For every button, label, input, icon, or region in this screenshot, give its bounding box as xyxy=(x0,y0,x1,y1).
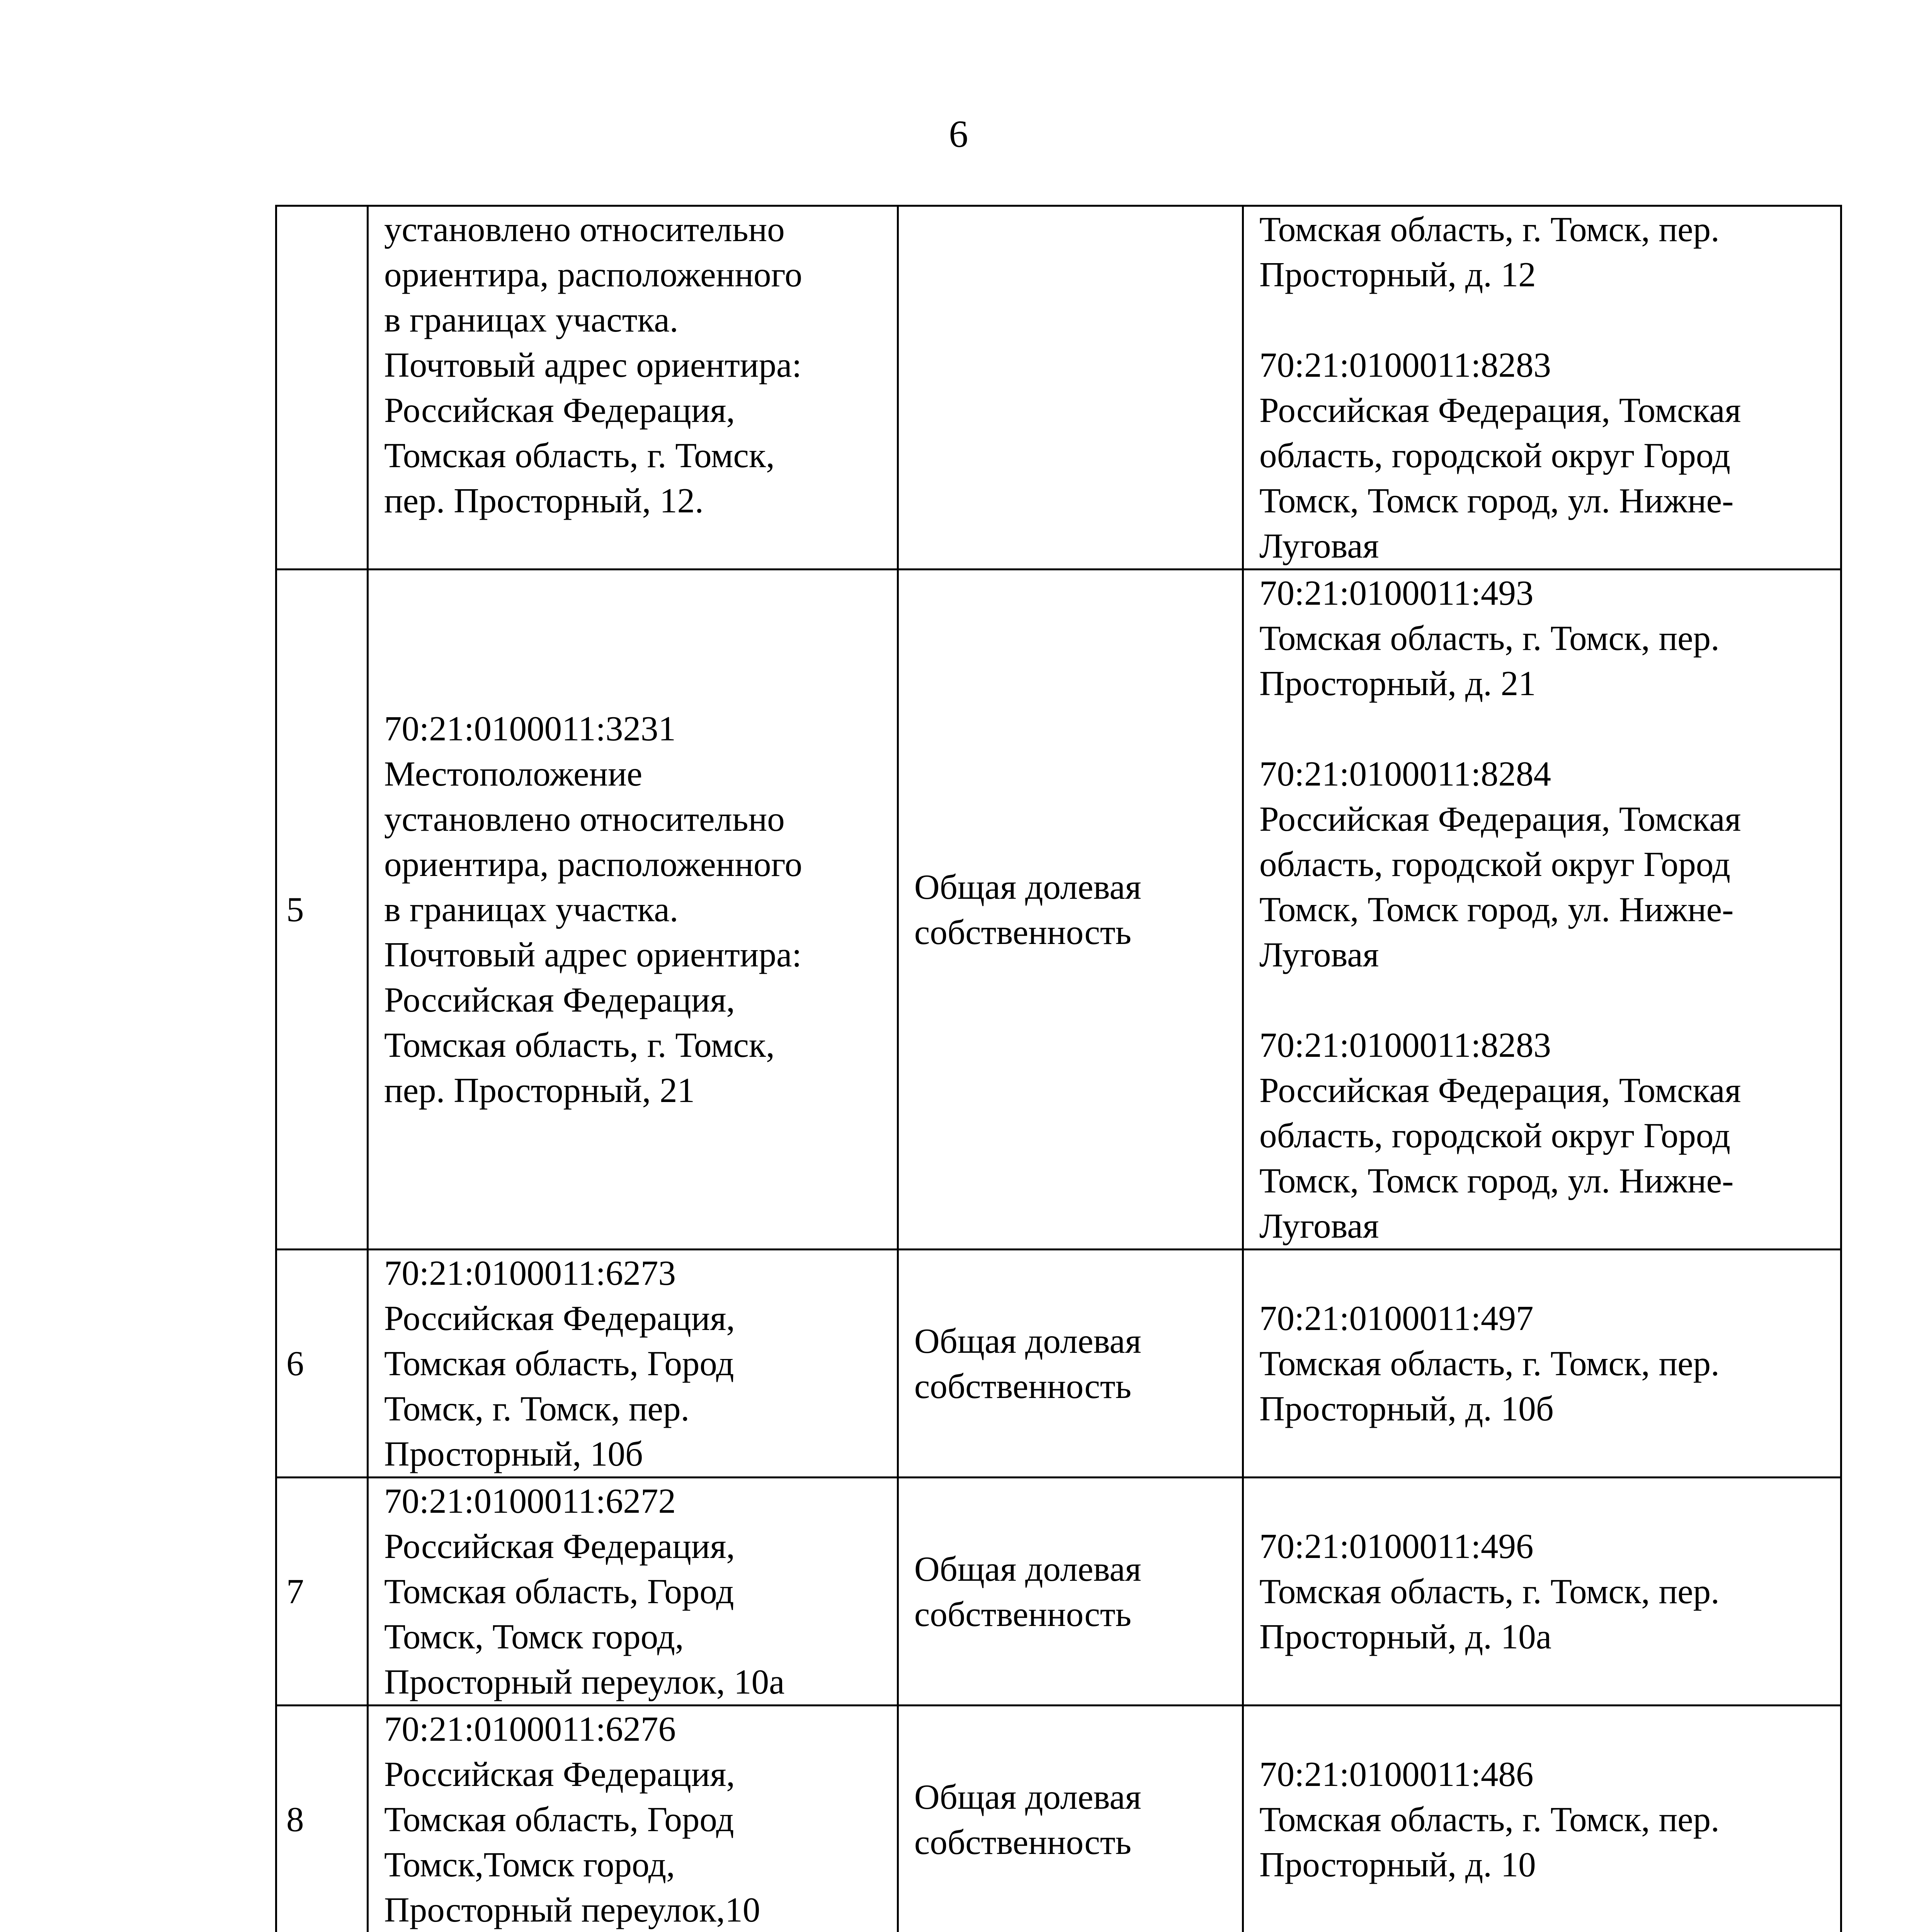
object-address-line: Луговая xyxy=(1259,935,1379,974)
property-table xyxy=(275,205,1842,1932)
parcel-line: установлено относительно xyxy=(384,799,785,838)
object-address-line: Томская область, г. Томск, пер. xyxy=(1259,210,1720,249)
page-number: 6 xyxy=(949,112,968,155)
object-entry xyxy=(1259,751,1825,977)
parcel-line: 70:21:0100011:3231 xyxy=(384,709,676,748)
object-entry xyxy=(1259,207,1825,297)
objects-cell xyxy=(1243,206,1841,570)
object-address-line: Томск, Томск город, ул. Нижне- xyxy=(1259,890,1734,929)
objects-cell xyxy=(1243,570,1841,1250)
ownership-line: Общая долевая xyxy=(914,1549,1141,1588)
row-number-cell xyxy=(276,206,368,570)
object-address-line: Луговая xyxy=(1259,1206,1379,1245)
parcel-line: Томская область, Город xyxy=(384,1800,734,1839)
parcel-cell xyxy=(368,1250,898,1478)
object-address-line: область, городской округ Город xyxy=(1259,1116,1731,1155)
table-row xyxy=(276,1706,1841,1932)
object-address-line: Томская область, г. Томск, пер. xyxy=(1259,619,1720,658)
object-address-line: Томск, Томск город, ул. Нижне- xyxy=(1259,481,1734,520)
parcel-line: пер. Просторный, 21 xyxy=(384,1071,695,1110)
row-number: 6 xyxy=(286,1344,304,1383)
parcel-line: Российская Федерация, xyxy=(384,1299,735,1338)
object-address-line: Российская Федерация, Томская xyxy=(1259,1071,1741,1110)
ownership-line: собственность xyxy=(914,912,1131,952)
parcel-line: Просторный, 10б xyxy=(384,1434,643,1473)
parcel-cell xyxy=(368,206,898,570)
row-number: 7 xyxy=(286,1572,304,1611)
ownership-cell xyxy=(898,1478,1243,1706)
ownership-line: собственность xyxy=(914,1594,1131,1634)
object-address-line: Томская область, г. Томск, пер. xyxy=(1259,1800,1720,1839)
row-number: 5 xyxy=(286,890,304,929)
ownership-line: собственность xyxy=(914,1366,1131,1406)
row-number: 8 xyxy=(286,1800,304,1839)
table-row xyxy=(276,206,1841,570)
parcel-line: Томская область, Город xyxy=(384,1344,734,1383)
parcel-line: Томск, г. Томск, пер. xyxy=(384,1389,690,1428)
parcel-line: в границах участка. xyxy=(384,300,679,339)
object-address-line: Просторный, д. 10б xyxy=(1259,1389,1554,1428)
object-address-line: область, городской округ Город xyxy=(1259,845,1731,884)
cadastral-number: 70:21:0100011:8283 xyxy=(1259,345,1551,384)
parcel-line: пер. Просторный, 12. xyxy=(384,481,704,520)
object-separator xyxy=(1259,297,1825,342)
ownership-line: собственность xyxy=(914,1822,1131,1862)
row-number-cell xyxy=(276,1706,368,1932)
ownership-line: Общая долевая xyxy=(914,867,1141,906)
ownership-cell xyxy=(898,206,1243,570)
parcel-line: Почтовый адрес ориентира: xyxy=(384,935,802,974)
parcel-line: 70:21:0100011:6273 xyxy=(384,1253,676,1293)
object-address-line: Просторный, д. 10а xyxy=(1259,1617,1552,1656)
object-address-line: Томск, Томск город, ул. Нижне- xyxy=(1259,1161,1734,1200)
ownership-line: Общая долевая xyxy=(914,1321,1141,1361)
parcel-line: ориентира, расположенного xyxy=(384,845,803,884)
objects-cell xyxy=(1243,1478,1841,1706)
parcel-line: Местоположение xyxy=(384,754,643,793)
ownership-line: Общая долевая xyxy=(914,1777,1141,1816)
parcel-line: 70:21:0100011:6272 xyxy=(384,1481,676,1520)
object-address-line: область, городской округ Город xyxy=(1259,436,1731,475)
parcel-cell xyxy=(368,1478,898,1706)
cadastral-number: 70:21:0100011:497 xyxy=(1259,1299,1534,1338)
parcel-line: Просторный переулок,10 xyxy=(384,1890,760,1929)
parcel-line: Томская область, г. Томск, xyxy=(384,1026,775,1065)
table-body xyxy=(276,206,1841,1932)
object-address-line: Российская Федерация, Томская xyxy=(1259,799,1741,838)
object-address-line: Просторный, д. 12 xyxy=(1259,255,1536,294)
objects-cell xyxy=(1243,1250,1841,1478)
parcel-line: Томская область, г. Томск, xyxy=(384,436,775,475)
parcel-line: Томск,Томск город, xyxy=(384,1845,675,1884)
cadastral-number: 70:21:0100011:486 xyxy=(1259,1755,1534,1794)
object-entry xyxy=(1259,1524,1825,1659)
parcel-line: в границах участка. xyxy=(384,890,679,929)
objects-cell xyxy=(1243,1706,1841,1932)
object-entry xyxy=(1259,1022,1825,1248)
parcel-line: установлено относительно xyxy=(384,210,785,249)
cadastral-number: 70:21:0100011:8284 xyxy=(1259,754,1551,793)
object-address-line: Просторный, д. 21 xyxy=(1259,664,1536,703)
cadastral-number: 70:21:0100011:493 xyxy=(1259,573,1534,612)
table-row xyxy=(276,1478,1841,1706)
parcel-line: Просторный переулок, 10а xyxy=(384,1662,785,1701)
parcel-line: Томск, Томск город, xyxy=(384,1617,684,1656)
object-address-line: Просторный, д. 10 xyxy=(1259,1845,1536,1884)
row-number-cell xyxy=(276,1478,368,1706)
object-entry xyxy=(1259,342,1825,568)
object-entry xyxy=(1259,1752,1825,1887)
row-number-cell xyxy=(276,1250,368,1478)
parcel-line: Российская Федерация, xyxy=(384,980,735,1019)
object-address-line: Томская область, г. Томск, пер. xyxy=(1259,1344,1720,1383)
parcel-line: Томская область, Город xyxy=(384,1572,734,1611)
object-address-line: Российская Федерация, Томская xyxy=(1259,391,1741,430)
object-address-line: Томская область, г. Томск, пер. xyxy=(1259,1572,1720,1611)
parcel-line: Российская Федерация, xyxy=(384,1527,735,1566)
object-separator xyxy=(1259,977,1825,1022)
object-entry xyxy=(1259,570,1825,706)
table-row xyxy=(276,570,1841,1250)
row-number-cell xyxy=(276,570,368,1250)
parcel-line: ориентира, расположенного xyxy=(384,255,803,294)
parcel-line: 70:21:0100011:6276 xyxy=(384,1709,676,1748)
parcel-line: Российская Федерация, xyxy=(384,391,735,430)
parcel-line: Почтовый адрес ориентира: xyxy=(384,345,802,384)
ownership-cell xyxy=(898,1250,1243,1478)
table-row xyxy=(276,1250,1841,1478)
object-address-line: Луговая xyxy=(1259,526,1379,565)
cadastral-number: 70:21:0100011:496 xyxy=(1259,1527,1534,1566)
parcel-line: Российская Федерация, xyxy=(384,1755,735,1794)
object-entry xyxy=(1259,1296,1825,1431)
parcel-cell xyxy=(368,1706,898,1932)
ownership-cell xyxy=(898,1706,1243,1932)
parcel-cell xyxy=(368,570,898,1250)
object-separator xyxy=(1259,706,1825,751)
cadastral-number: 70:21:0100011:8283 xyxy=(1259,1026,1551,1065)
ownership-cell xyxy=(898,570,1243,1250)
